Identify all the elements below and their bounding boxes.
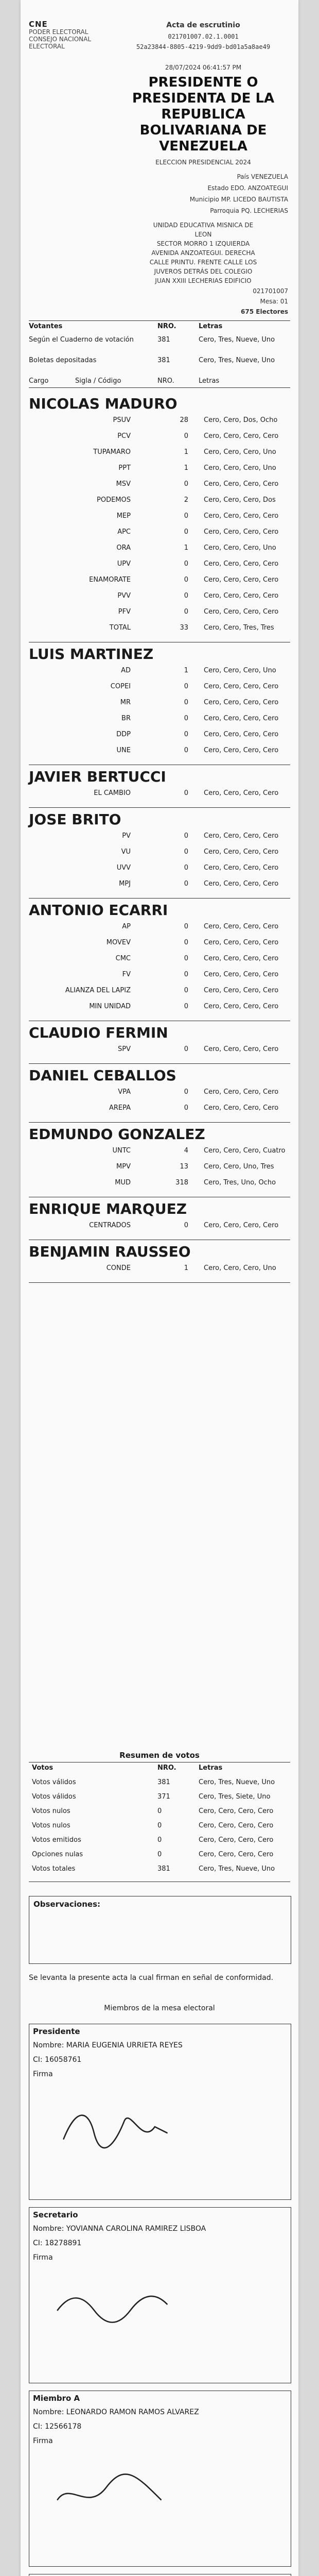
- party-nro: 0: [184, 480, 188, 488]
- party-row: [29, 528, 290, 544]
- signer-name: Nombre: LEONARDO RAMON RAMOS ALVAREZ: [33, 2408, 199, 2416]
- party-sigla: ORA: [116, 544, 131, 552]
- logo-org: CNE: [29, 20, 48, 29]
- party-letras: Cero, Cero, Cero, Cero: [204, 832, 279, 840]
- party-row: [29, 747, 290, 762]
- summary-row: [29, 1778, 290, 1792]
- signer-box: [29, 2574, 291, 2576]
- title-line-1: PRESIDENTE O: [148, 75, 258, 90]
- municipio: Municipio MP. LICEDO BAUTISTA: [189, 196, 288, 203]
- signature-scribble: [51, 2279, 185, 2341]
- summary-row: [29, 1807, 290, 1821]
- summary-nro: 0: [157, 1822, 162, 1829]
- party-letras: Cero, Cero, Cero, Cero: [204, 480, 279, 488]
- sub-header-sigla: Sigla / Código: [75, 377, 121, 385]
- party-nro: 0: [184, 939, 188, 946]
- party-row: [29, 789, 290, 805]
- summary-letras: Cero, Tres, Nueve, Uno: [199, 1778, 275, 1786]
- org-row-letras: Cero, Tres, Nueve, Uno: [199, 336, 275, 344]
- party-sigla: MUD: [115, 1179, 131, 1187]
- party-row: [29, 880, 290, 896]
- signer-ci: CI: 12566178: [33, 2422, 82, 2431]
- sub-header-cargo: Cargo: [29, 377, 49, 385]
- party-sigla: UNTC: [112, 1147, 131, 1155]
- party-row: [29, 416, 290, 432]
- party-row: [29, 731, 290, 747]
- party-nro: 1: [184, 464, 188, 472]
- party-row: [29, 987, 290, 1003]
- summary-header: [29, 1764, 290, 1777]
- summary-label: Votos válidos: [32, 1793, 76, 1801]
- signer-name: Nombre: MARIA EUGENIA URRIETA REYES: [33, 2041, 183, 2049]
- party-letras: Cero, Cero, Cero, Cero: [204, 683, 279, 690]
- party-letras: Cero, Cero, Cero, Cero: [204, 592, 279, 600]
- summary-letras: Cero, Tres, Nueve, Uno: [199, 1865, 275, 1873]
- summary-label: Opciones nulas: [32, 1851, 83, 1858]
- title-line-3: REPUBLICA: [161, 107, 245, 122]
- org-row-nro: 381: [157, 336, 170, 344]
- party-sigla: FV: [122, 971, 131, 978]
- party-letras: Cero, Cero, Cero, Dos: [204, 496, 276, 504]
- summary-header-nro: NRO.: [157, 1764, 176, 1772]
- party-sigla: BR: [121, 715, 131, 722]
- party-sigla: PSUV: [113, 416, 131, 424]
- party-nro: 0: [184, 1088, 188, 1096]
- party-nro: 0: [184, 560, 188, 568]
- party-letras: Cero, Cero, Uno, Tres: [204, 1163, 274, 1171]
- signer-role: Presidente: [33, 2027, 80, 2036]
- party-letras: Cero, Cero, Cero, Cero: [204, 880, 279, 888]
- pais: País VENEZUELA: [237, 173, 288, 180]
- party-nro: 1: [184, 448, 188, 456]
- party-sigla: PODEMOS: [97, 496, 131, 504]
- party-nro: 0: [184, 576, 188, 584]
- org-header: [29, 323, 290, 334]
- party-nro: 0: [184, 528, 188, 536]
- divider: [29, 320, 290, 321]
- summary-row: [29, 1822, 290, 1835]
- party-row: [29, 608, 290, 624]
- summary-label: Votos nulos: [32, 1822, 70, 1829]
- party-row: [29, 864, 290, 880]
- party-nro: 0: [184, 699, 188, 706]
- party-sigla: TUPAMARO: [93, 448, 131, 456]
- parroquia: Parroquia PQ. LECHERIAS: [210, 207, 288, 214]
- party-sigla: SPV: [118, 1045, 131, 1053]
- summary-nro: 381: [157, 1865, 170, 1873]
- candidate-name: EDMUNDO GONZALEZ: [29, 1126, 205, 1143]
- org-row-label: Según el Cuaderno de votación: [29, 336, 134, 344]
- summary-row: [29, 1851, 290, 1864]
- firma-note: Se levanta la presente acta la cual firman en señal de conformidad.: [29, 1974, 274, 1982]
- party-sigla: COPEI: [110, 683, 131, 690]
- centro-line-7: JUAN XXIII LECHERIAS EDIFICIO: [155, 277, 252, 284]
- party-row: [29, 576, 290, 592]
- summary-letras: Cero, Cero, Cero, Cero: [199, 1851, 274, 1858]
- party-letras: Cero, Cero, Cero, Uno: [204, 464, 276, 472]
- party-letras: Cero, Cero, Cero, Cero: [204, 923, 279, 930]
- party-row: [29, 560, 290, 576]
- summary-nro: 381: [157, 1778, 170, 1786]
- party-letras: Cero, Cero, Cero, Cero: [204, 971, 279, 978]
- party-letras: Cero, Cero, Cero, Cero: [204, 715, 279, 722]
- party-sigla: CENTRADOS: [89, 1222, 131, 1229]
- party-sigla: UPV: [117, 560, 131, 568]
- party-row: [29, 464, 290, 480]
- party-letras: Cero, Cero, Cero, Uno: [204, 667, 276, 674]
- signer-role: Secretario: [33, 2210, 78, 2219]
- party-nro: 0: [184, 432, 188, 440]
- signature-path: [58, 2474, 161, 2499]
- party-row: [29, 699, 290, 715]
- party-letras: Cero, Cero, Cero, Cero: [204, 987, 279, 994]
- logo-line1: PODER ELECTORAL: [29, 28, 88, 36]
- party-sigla: AD: [121, 667, 131, 674]
- party-letras: Cero, Cero, Cero, Cero: [204, 864, 279, 872]
- party-nro: 0: [184, 832, 188, 840]
- party-letras: Cero, Cero, Dos, Ocho: [204, 416, 278, 424]
- party-sigla: CMC: [115, 955, 131, 962]
- election-name: ELECCION PRESIDENCIAL 2024: [155, 159, 251, 166]
- candidate-name: NICOLAS MADURO: [29, 395, 178, 412]
- party-row: [29, 480, 290, 496]
- candidate-name: CLAUDIO FERMIN: [29, 1024, 168, 1041]
- summary-label: Votos emitidos: [32, 1836, 81, 1844]
- party-sigla: ENAMORATE: [89, 576, 131, 584]
- party-sigla: TOTAL: [109, 624, 131, 632]
- candidate-name: LUIS MARTINEZ: [29, 646, 154, 663]
- party-sigla: CONDE: [106, 1264, 131, 1272]
- acta-hash: 52a23844-8805-4219-9dd9-bd01a5a8ae49: [136, 43, 271, 50]
- org-row-letras: Cero, Tres, Nueve, Uno: [199, 357, 275, 364]
- acta-receipt: [21, 0, 298, 2576]
- summary-nro: 371: [157, 1793, 170, 1801]
- summary-letras: Cero, Tres, Siete, Uno: [199, 1793, 271, 1801]
- party-nro: 1: [184, 544, 188, 552]
- party-row: [29, 512, 290, 528]
- logo-line2: CONSEJO NACIONAL ELECTORAL: [29, 36, 92, 50]
- party-letras: Cero, Cero, Cero, Cero: [204, 1222, 279, 1229]
- party-nro: 0: [184, 848, 188, 856]
- party-sigla: PVV: [117, 592, 131, 600]
- signer-firma: Firma: [33, 2437, 53, 2445]
- summary-label: Votos válidos: [32, 1778, 76, 1786]
- party-letras: Cero, Cero, Cero, Cero: [204, 528, 279, 536]
- party-sigla: PPT: [118, 464, 131, 472]
- party-letras: Cero, Cero, Cero, Cero: [204, 1045, 279, 1053]
- acta-code: 021701007.02.1.0001: [168, 33, 239, 40]
- centro-line-6: JUVEROS DETRÁS DEL COLEGIO: [154, 268, 253, 275]
- mesa: Mesa: 01: [260, 298, 288, 305]
- party-sigla: MPJ: [119, 880, 131, 888]
- party-row: [29, 683, 290, 699]
- signer-ci: CI: 18278891: [33, 2239, 82, 2247]
- party-nro: 0: [184, 608, 188, 616]
- party-row: [29, 624, 290, 640]
- org-row: [29, 357, 290, 377]
- party-row: [29, 496, 290, 512]
- summary-row: [29, 1836, 290, 1850]
- summary-nro: 0: [157, 1851, 162, 1858]
- party-row: [29, 1147, 290, 1163]
- party-letras: Cero, Cero, Cero, Uno: [204, 544, 276, 552]
- party-letras: Cero, Cero, Cero, Cero: [204, 939, 279, 946]
- party-nro: 13: [180, 1163, 188, 1171]
- divider: [29, 898, 290, 899]
- party-letras: Cero, Cero, Cero, Cero: [204, 848, 279, 856]
- observaciones-label: Observaciones:: [33, 1900, 101, 1909]
- signer-firma: Firma: [33, 2253, 53, 2262]
- party-letras: Cero, Cero, Tres, Tres: [204, 624, 274, 632]
- org-row-nro: 381: [157, 357, 170, 364]
- party-row: [29, 923, 290, 939]
- divider: [29, 387, 290, 388]
- summary-row: [29, 1793, 290, 1806]
- party-row: [29, 1222, 290, 1238]
- party-nro: 0: [184, 1045, 188, 1053]
- party-row: [29, 1264, 290, 1280]
- party-nro: 28: [180, 416, 188, 424]
- party-sigla: PV: [122, 832, 131, 840]
- party-nro: 0: [184, 731, 188, 738]
- party-nro: 0: [184, 592, 188, 600]
- summary-nro: 0: [157, 1836, 162, 1844]
- party-sigla: VPA: [118, 1088, 131, 1096]
- signature-path: [58, 2296, 167, 2323]
- summary-letras: Cero, Cero, Cero, Cero: [199, 1822, 274, 1829]
- sub-header-letras: Letras: [199, 377, 220, 385]
- party-nro: 0: [184, 1104, 188, 1112]
- party-nro: 0: [184, 923, 188, 930]
- party-nro: 0: [184, 880, 188, 888]
- summary-letras: Cero, Cero, Cero, Cero: [199, 1807, 274, 1815]
- party-row: [29, 1088, 290, 1104]
- party-letras: Cero, Cero, Cero, Cero: [204, 955, 279, 962]
- party-row: [29, 848, 290, 864]
- party-nro: 0: [184, 1222, 188, 1229]
- divider: [29, 807, 290, 808]
- centro-line-3: SECTOR MORRO 1 IZQUIERDA: [156, 240, 250, 247]
- signer-role: Miembro A: [33, 2394, 80, 2403]
- party-row: [29, 544, 290, 560]
- acta-label: Acta de escrutinio: [166, 21, 240, 29]
- party-letras: Cero, Cero, Cero, Cero: [204, 1088, 279, 1096]
- summary-row: [29, 1865, 290, 1878]
- summary-label: Votos nulos: [32, 1807, 70, 1815]
- centro-line-5: CALLE PRINTU. FRENTE CALLE LOS: [149, 259, 257, 266]
- signer-name: Nombre: YOVIANNA CAROLINA RAMIREZ LISBOA: [33, 2225, 206, 2233]
- party-nro: 0: [184, 1003, 188, 1010]
- candidate-name: ENRIQUE MARQUEZ: [29, 1200, 187, 1217]
- party-letras: Cero, Cero, Cero, Cero: [204, 608, 279, 616]
- party-row: [29, 1104, 290, 1120]
- party-nro: 0: [184, 955, 188, 962]
- party-letras: Cero, Cero, Cero, Cero: [204, 699, 279, 706]
- party-letras: Cero, Cero, Cero, Cero: [204, 560, 279, 568]
- summary-label: Votos totales: [32, 1865, 76, 1873]
- org-row-label: Boletas depositadas: [29, 357, 97, 364]
- party-sigla: UVV: [116, 864, 131, 872]
- party-letras: Cero, Cero, Cero, Cero: [204, 512, 279, 520]
- observaciones-box: [29, 1896, 291, 1964]
- electores: 675 Electores: [241, 308, 288, 315]
- org-subheader: [29, 377, 290, 387]
- party-letras: Cero, Cero, Cero, Cero: [204, 747, 279, 754]
- candidate-name: DANIEL CEBALLOS: [29, 1067, 176, 1084]
- party-letras: Cero, Cero, Cero, Cero: [204, 432, 279, 440]
- candidate-name: JAVIER BERTUCCI: [29, 768, 166, 785]
- summary-nro: 0: [157, 1807, 162, 1815]
- party-sigla: ALIANZA DEL LAPIZ: [65, 987, 131, 994]
- centro-line-2: LEON: [194, 231, 212, 238]
- party-row: [29, 832, 290, 848]
- signature-path: [64, 2115, 167, 2148]
- party-sigla: MIN UNIDAD: [89, 1003, 131, 1010]
- divider: [29, 1282, 290, 1283]
- party-nro: 0: [184, 683, 188, 690]
- estado: Estado EDO. ANZOATEGUI: [207, 184, 288, 192]
- party-row: [29, 971, 290, 987]
- summary-header-letras: Letras: [199, 1764, 223, 1772]
- summary-letras: Cero, Cero, Cero, Cero: [199, 1836, 274, 1844]
- party-nro: 4: [184, 1147, 188, 1155]
- party-sigla: MEP: [116, 512, 131, 520]
- candidate-name: JOSE BRITO: [29, 811, 121, 828]
- org-header-votantes: Votantes: [29, 323, 63, 330]
- signature-scribble: [51, 2463, 185, 2524]
- party-letras: Cero, Cero, Cero, Uno: [204, 1264, 276, 1272]
- party-row: [29, 715, 290, 731]
- party-row: [29, 1045, 290, 1061]
- party-letras: Cero, Cero, Cero, Cero: [204, 1104, 279, 1112]
- members-title: Miembros de la mesa electoral: [104, 2004, 215, 2012]
- party-row: [29, 432, 290, 448]
- party-nro: 33: [180, 624, 188, 632]
- party-row: [29, 1179, 290, 1195]
- party-nro: 0: [184, 789, 188, 797]
- party-sigla: EL CAMBIO: [94, 789, 131, 797]
- org-header-nro: NRO.: [157, 323, 176, 330]
- title-line-2: PRESIDENTA DE LA: [132, 91, 275, 106]
- party-sigla: PFV: [118, 608, 131, 616]
- party-row: [29, 592, 290, 608]
- party-sigla: AREPA: [109, 1104, 131, 1112]
- party-nro: 0: [184, 715, 188, 722]
- signature-scribble: [51, 2096, 185, 2158]
- divider: [29, 1063, 290, 1064]
- party-nro: 0: [184, 971, 188, 978]
- cne-logo: [29, 21, 106, 67]
- party-nro: 1: [184, 1264, 188, 1272]
- acta-datetime: 28/07/2024 06:41:57 PM: [165, 64, 242, 71]
- sub-header-nro: NRO.: [157, 377, 174, 385]
- party-sigla: MSV: [116, 480, 131, 488]
- party-letras: Cero, Cero, Cero, Cero: [204, 789, 279, 797]
- centro-code: 021701007: [253, 287, 288, 295]
- centro-line-1: UNIDAD EDUCATIVA MISNICA DE: [153, 222, 254, 229]
- party-nro: 2: [184, 496, 188, 504]
- party-letras: Cero, Cero, Cero, Cero: [204, 1003, 279, 1010]
- party-row: [29, 939, 290, 955]
- party-sigla: MR: [120, 699, 131, 706]
- party-nro: 0: [184, 987, 188, 994]
- candidate-name: BENJAMIN RAUSSEO: [29, 1243, 191, 1260]
- title-line-5: VENEZUELA: [159, 139, 247, 154]
- org-row: [29, 336, 290, 357]
- party-row: [29, 448, 290, 464]
- party-sigla: MPV: [116, 1163, 131, 1171]
- party-nro: 0: [184, 864, 188, 872]
- party-nro: 0: [184, 747, 188, 754]
- party-row: [29, 1163, 290, 1179]
- summary-title: Resumen de votos: [119, 1751, 200, 1760]
- title-line-4: BOLIVARIANA DE: [139, 123, 267, 138]
- party-sigla: VU: [121, 848, 131, 856]
- party-nro: 0: [184, 512, 188, 520]
- candidate-name: ANTONIO ECARRI: [29, 902, 168, 919]
- signer-firma: Firma: [33, 2070, 53, 2078]
- signer-ci: CI: 16058761: [33, 2056, 82, 2064]
- party-sigla: MOVEV: [106, 939, 131, 946]
- party-row: [29, 1003, 290, 1019]
- party-sigla: AP: [122, 923, 131, 930]
- party-letras: Cero, Tres, Uno, Ocho: [204, 1179, 276, 1187]
- party-sigla: UNE: [116, 747, 131, 754]
- party-sigla: PCV: [117, 432, 131, 440]
- party-letras: Cero, Cero, Cero, Cero: [204, 576, 279, 584]
- party-letras: Cero, Cero, Cero, Cuatro: [204, 1147, 286, 1155]
- party-sigla: APC: [117, 528, 131, 536]
- party-sigla: DDP: [116, 731, 131, 738]
- centro-line-4: AVENIDA ANZOATEGUI. DERECHA: [151, 249, 255, 257]
- summary-header-votos: Votos: [32, 1764, 54, 1772]
- party-nro: 318: [175, 1179, 188, 1187]
- party-row: [29, 667, 290, 683]
- party-letras: Cero, Cero, Cero, Cero: [204, 731, 279, 738]
- party-letras: Cero, Cero, Cero, Uno: [204, 448, 276, 456]
- divider: [29, 1122, 290, 1123]
- org-header-letras: Letras: [199, 323, 223, 330]
- party-nro: 1: [184, 667, 188, 674]
- party-row: [29, 955, 290, 971]
